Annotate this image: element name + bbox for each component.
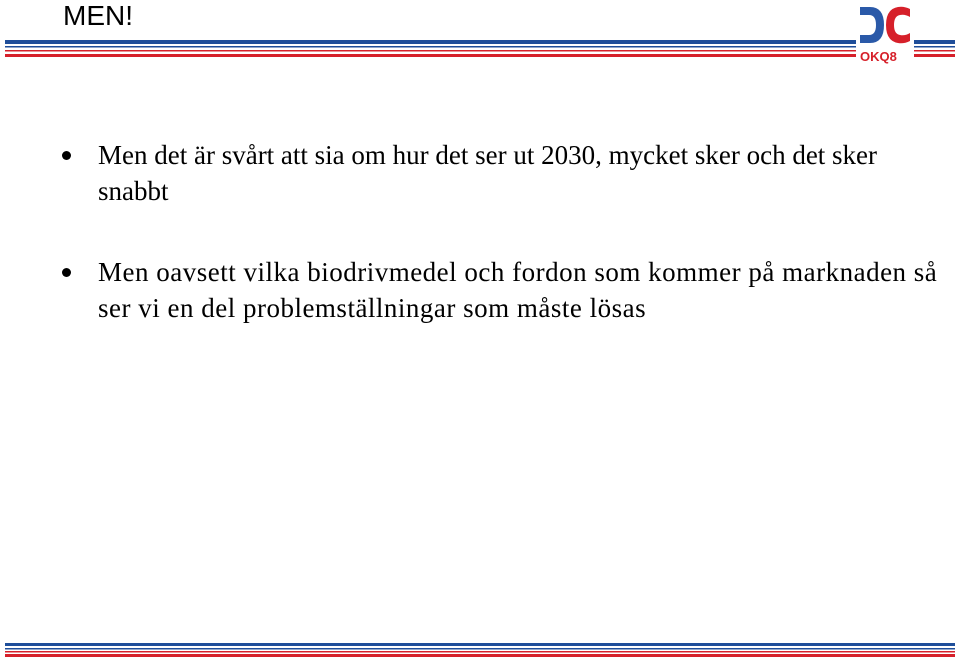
bullet-item	[62, 254, 942, 326]
logo-text: OKQ8	[860, 49, 897, 64]
header-stripes	[5, 40, 955, 64]
okq8-logo-icon	[856, 3, 914, 65]
bullet-dot-icon	[62, 151, 71, 160]
bullet-text: Men det är svårt att sia om hur det ser ut 2030, mycket sker och det sker snabbt	[98, 140, 878, 206]
bullet-item	[62, 137, 942, 209]
bullet-list	[62, 137, 942, 326]
footer-stripes	[5, 643, 955, 657]
slide-title: MEN!	[63, 0, 133, 31]
bullet-dot-icon	[62, 268, 71, 277]
bullet-text: Men oavsett vilka biodrivmedel och fordon som kommer på marknaden så ser vi en del problemställningar som måste lösas	[98, 257, 938, 323]
